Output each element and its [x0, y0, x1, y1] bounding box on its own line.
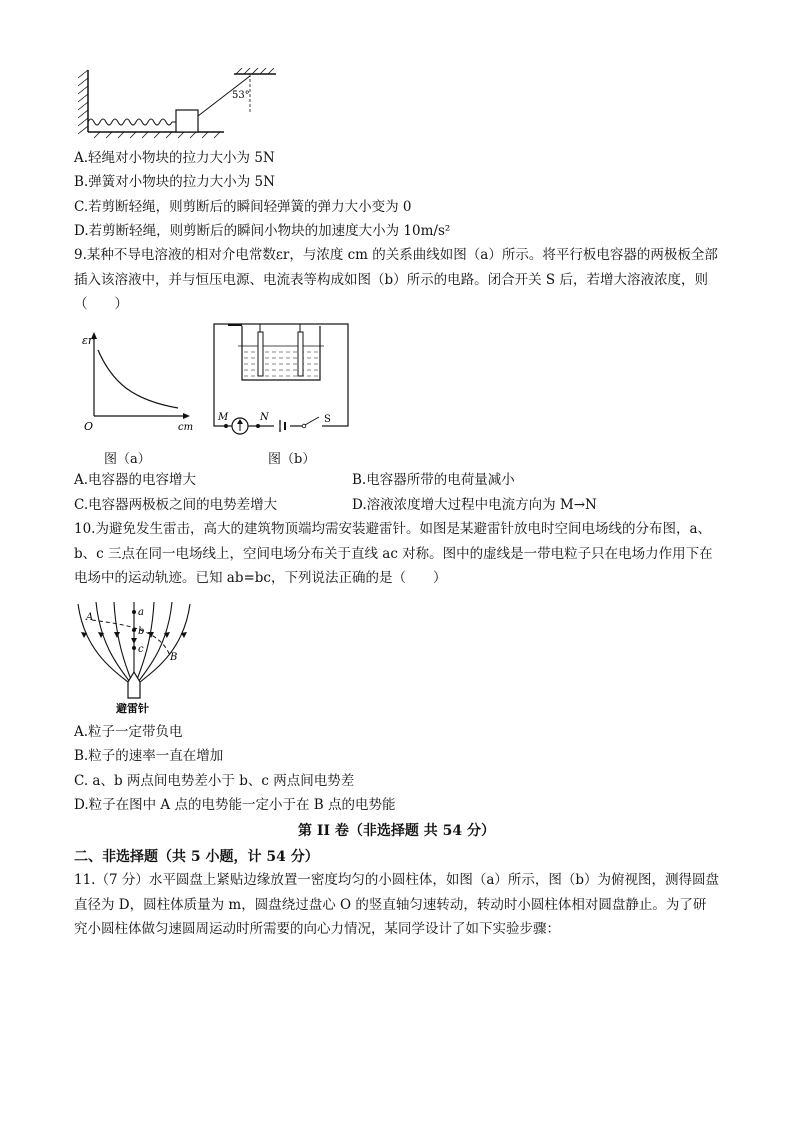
- caption-fig-a: 图（a）: [104, 452, 151, 467]
- q9-option-a: A.电容器的电容增大: [74, 472, 197, 488]
- label-s: S: [324, 414, 331, 425]
- label-n: N: [260, 412, 269, 423]
- q10-option-b: B.粒子的速率一直在增加: [74, 748, 224, 764]
- point-b-label: b: [138, 626, 145, 637]
- q9-stem-line-2: 插入该溶液中，并与恒压电源、电流表等构成如图（b）所示的电路。闭合开关 S 后，若增大溶液浓度，则: [74, 272, 708, 288]
- angle-label: 53°: [232, 90, 250, 101]
- graph-y-label: εr: [82, 334, 94, 347]
- section-2-title: 二、非选择题（共 5 小题，计 54 分）: [74, 849, 319, 865]
- q11-line-2: 直径为 D，圆柱体质量为 m，圆盘绕过盘心 O 的竖直轴匀速转动，转动时小圆柱体相对圆盘静止。为了研: [74, 897, 707, 913]
- q10-option-d: D.粒子在图中 A 点的电势能一定小于在 B 点的电势能: [74, 797, 396, 813]
- rod-caption: 避雷针: [116, 702, 149, 715]
- q8-option-a: A.轻绳对小物块的拉力大小为 5N: [74, 150, 275, 166]
- q8-option-c: C.若剪断轻绳，则剪断后的瞬间轻弹簧的弹力大小变为 0: [74, 199, 412, 215]
- caption-fig-b: 图（b）: [268, 452, 316, 467]
- q11-line-1: 11.（7 分）水平圆盘上紧贴边缘放置一密度均匀的小圆柱体，如图（a）所示，图（b）为俯视图，测得圆盘: [74, 872, 720, 888]
- capacitor-plate-right: [298, 332, 303, 376]
- capacitor-plate-left: [258, 332, 263, 376]
- block: [176, 110, 198, 132]
- q10-option-c: C. a、b 两点间电势差小于 b、c 两点间电势差: [74, 773, 355, 789]
- q10-stem-line-1: 10.为避免发生雷击，高大的建筑物顶端均需安装避雷针。如图是某避雷针放电时空间电场线的分布图，a、: [74, 521, 712, 537]
- q9-option-d: D.溶液浓度增大过程中电流方向为 M→N: [352, 497, 597, 513]
- q10-field-figure: [70, 598, 200, 716]
- q9-option-b: B.电容器所带的电荷量减小: [352, 472, 515, 488]
- q8-figure: [74, 68, 284, 140]
- graph-x-label: cm: [178, 422, 194, 433]
- q10-stem-line-3: 电场中的运动轨迹。已知 ab=bc，下列说法正确的是（ ）: [74, 570, 447, 586]
- part-2-title: 第 II 卷（非选择题 共 54 分）: [298, 823, 495, 839]
- graph-origin: O: [84, 420, 94, 433]
- point-c-label: c: [138, 644, 144, 655]
- q11-line-3: 究小圆柱体做匀速圆周运动时所需要的向心力情况，某同学设计了如下实验步骤：: [74, 921, 560, 937]
- concentration-curve: [98, 350, 178, 408]
- point-a-label: a: [138, 607, 144, 618]
- q9-stem-line-3: （ ）: [74, 296, 128, 312]
- q9-graph-a: [82, 330, 202, 440]
- q10-stem-line-2: b、c 三点在同一电场线上，空间电场分布关于直线 ac 对称。图中的虚线是一带电粒子只在电场力作用下在: [74, 546, 713, 562]
- label-m: M: [218, 412, 229, 423]
- point-B-label: B: [170, 652, 178, 663]
- q8-option-b: B.弹簧对小物块的拉力大小为 5N: [74, 174, 275, 190]
- point-A-label: A: [86, 612, 94, 623]
- q8-option-d: D.若剪断轻绳，则剪断后的瞬间小物块的加速度大小为 10m/s²: [74, 223, 451, 239]
- q9-stem-line-1: 9.某种不导电溶液的相对介电常数εr，与浓度 cm 的关系曲线如图（a）所示。将平行板电容器的两极板全部: [74, 247, 718, 263]
- q9-option-c: C.电容器两极板之间的电势差增大: [74, 497, 278, 513]
- q10-option-a: A.粒子一定带负电: [74, 724, 183, 740]
- q9-circuit-b: [208, 318, 354, 440]
